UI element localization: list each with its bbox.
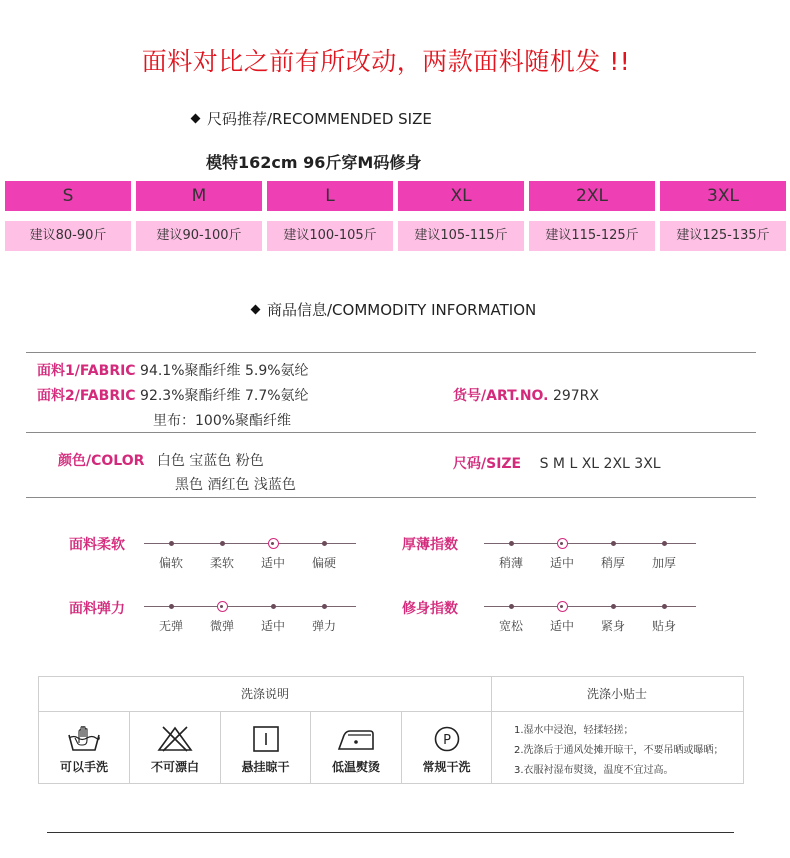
scale-point-selected	[196, 601, 248, 634]
scale-dot	[662, 604, 667, 609]
commodity-section-heading	[252, 299, 536, 320]
model-note: 模特162cm 96斤穿M码修身	[206, 153, 422, 172]
scale-point	[587, 601, 639, 634]
scale-label: 稍厚	[600, 556, 625, 570]
scale-label: 柔软	[209, 556, 234, 570]
no-bleach-icon	[157, 726, 193, 752]
fabric2-line	[37, 385, 309, 405]
size-header-row	[5, 181, 786, 211]
art-no-value: 297RX	[552, 388, 599, 404]
size-line	[453, 453, 661, 473]
scale-label: 偏软	[158, 556, 183, 570]
scale-label: 适中	[260, 556, 285, 570]
scale-label: 微弹	[209, 619, 234, 633]
scale-label: 适中	[260, 619, 285, 633]
scale-point	[638, 601, 690, 634]
washing-tip: 2.洗涤后于通风处摊开晾干，不要吊晒或曝晒；	[514, 745, 724, 756]
scale-point	[145, 601, 197, 634]
hang-dry-cell	[221, 712, 310, 783]
size-section-title: 尺码推荐/RECOMMENDED SIZE	[207, 110, 432, 128]
scale-point	[638, 538, 690, 571]
selected-marker-icon	[557, 601, 568, 612]
size-values: S M L XL 2XL 3XL	[539, 456, 661, 472]
size-cell: S	[5, 181, 131, 211]
scale-point-selected	[536, 601, 588, 634]
color-values-1: 白色 宝蓝色 粉色	[156, 453, 264, 469]
diamond-bullet-icon	[251, 305, 261, 315]
art-no-key: 货号/ART.NO.	[453, 388, 549, 404]
divider	[26, 497, 756, 498]
scale-dot	[220, 541, 225, 546]
elasticity-title: 面料弹力	[69, 601, 125, 617]
scale-dot	[662, 541, 667, 546]
scale-dot	[169, 604, 174, 609]
scale-point	[196, 538, 248, 571]
scale-label: 加厚	[651, 556, 676, 570]
scale-point	[247, 601, 299, 634]
washing-tip: 3.衣服衬湿布熨烫，温度不宜过高。	[514, 765, 674, 776]
dry-clean-label: 常规干洗	[422, 760, 471, 774]
color-values-2: 黑色 酒红色 浅蓝色	[175, 477, 296, 493]
washing-tips-header: 洗涤小贴士	[491, 677, 743, 712]
fit-title: 修身指数	[402, 601, 458, 617]
scale-label: 偏硬	[311, 556, 336, 570]
scale-label: 适中	[549, 619, 574, 633]
scale-dot	[322, 541, 327, 546]
selected-marker-icon	[268, 538, 279, 549]
scale-dot	[322, 604, 327, 609]
scale-point-selected	[536, 538, 588, 571]
scale-dot	[611, 604, 616, 609]
scale-label: 弹力	[311, 619, 336, 633]
divider	[26, 352, 756, 353]
softness-title: 面料柔软	[69, 537, 125, 553]
dry-clean-icon	[429, 726, 465, 752]
scale-label: 紧身	[600, 619, 625, 633]
scale-label: 宽松	[498, 619, 523, 633]
fabric1-line	[37, 360, 309, 380]
washing-table	[38, 676, 744, 784]
hang-dry-icon	[248, 726, 284, 752]
weight-cell: 建议80-90斤	[5, 221, 131, 251]
size-key: 尺码/SIZE	[453, 456, 522, 472]
scale-point-selected	[247, 538, 299, 571]
scale-dot	[611, 541, 616, 546]
fabric2-value: 92.3%聚酯纤维 7.7%氨纶	[140, 388, 309, 404]
size-cell: 2XL	[529, 181, 655, 211]
scale-dot	[169, 541, 174, 546]
scale-point	[587, 538, 639, 571]
divider	[26, 432, 756, 433]
hang-dry-label: 悬挂晾干	[241, 760, 290, 774]
color-line	[58, 450, 264, 470]
scale-label: 无弹	[158, 619, 183, 633]
diamond-bullet-icon	[191, 114, 201, 124]
low-iron-cell	[311, 712, 401, 783]
table-divider	[491, 677, 492, 783]
washing-tips-list	[514, 721, 724, 781]
scale-point	[298, 538, 350, 571]
size-cell: L	[267, 181, 393, 211]
low-iron-icon	[336, 726, 376, 752]
selected-marker-icon	[557, 538, 568, 549]
size-cell: M	[136, 181, 262, 211]
scale-dot	[509, 604, 514, 609]
weight-row	[5, 221, 786, 251]
hand-wash-icon	[66, 726, 102, 752]
fabric-change-notice: 面料对比之前有所改动，两款面料随机发 !!	[141, 47, 631, 76]
no-bleach-label: 不可漂白	[150, 760, 199, 774]
art-no-line	[453, 385, 599, 405]
low-iron-label: 低温熨烫	[331, 760, 380, 774]
scale-label: 贴身	[651, 619, 676, 633]
scale-point	[485, 538, 537, 571]
color-key: 颜色/COLOR	[58, 453, 145, 469]
scale-point	[145, 538, 197, 571]
commodity-section-title: 商品信息/COMMODITY INFORMATION	[267, 301, 537, 319]
scale-label: 适中	[549, 556, 574, 570]
scale-label: 稍薄	[498, 556, 523, 570]
bottom-divider	[47, 832, 734, 833]
weight-cell: 建议115-125斤	[529, 221, 655, 251]
selected-marker-icon	[217, 601, 228, 612]
hand-wash-label: 可以手洗	[59, 760, 108, 774]
washing-instructions-header: 洗涤说明	[39, 677, 491, 712]
hand-wash-cell	[39, 712, 129, 783]
scale-point	[485, 601, 537, 634]
scale-point	[298, 601, 350, 634]
no-bleach-cell	[130, 712, 220, 783]
weight-cell: 建议125-135斤	[660, 221, 786, 251]
lining-line: 里布：100%聚酯纤维	[153, 413, 292, 429]
fabric1-value: 94.1%聚酯纤维 5.9%氨纶	[140, 363, 309, 379]
size-cell: XL	[398, 181, 524, 211]
size-cell: 3XL	[660, 181, 786, 211]
thickness-title: 厚薄指数	[402, 537, 458, 553]
scale-dot	[271, 604, 276, 609]
size-section-heading	[192, 108, 432, 129]
weight-cell: 建议100-105斤	[267, 221, 393, 251]
washing-tip: 1.湿水中浸泡，轻揉轻搓；	[514, 725, 634, 736]
dry-clean-cell	[402, 712, 491, 783]
fabric2-key: 面料2/FABRIC	[37, 388, 136, 404]
scale-dot	[509, 541, 514, 546]
weight-cell: 建议105-115斤	[398, 221, 524, 251]
fabric1-key: 面料1/FABRIC	[37, 363, 136, 379]
svg-text:P: P	[442, 733, 451, 748]
weight-cell: 建议90-100斤	[136, 221, 262, 251]
